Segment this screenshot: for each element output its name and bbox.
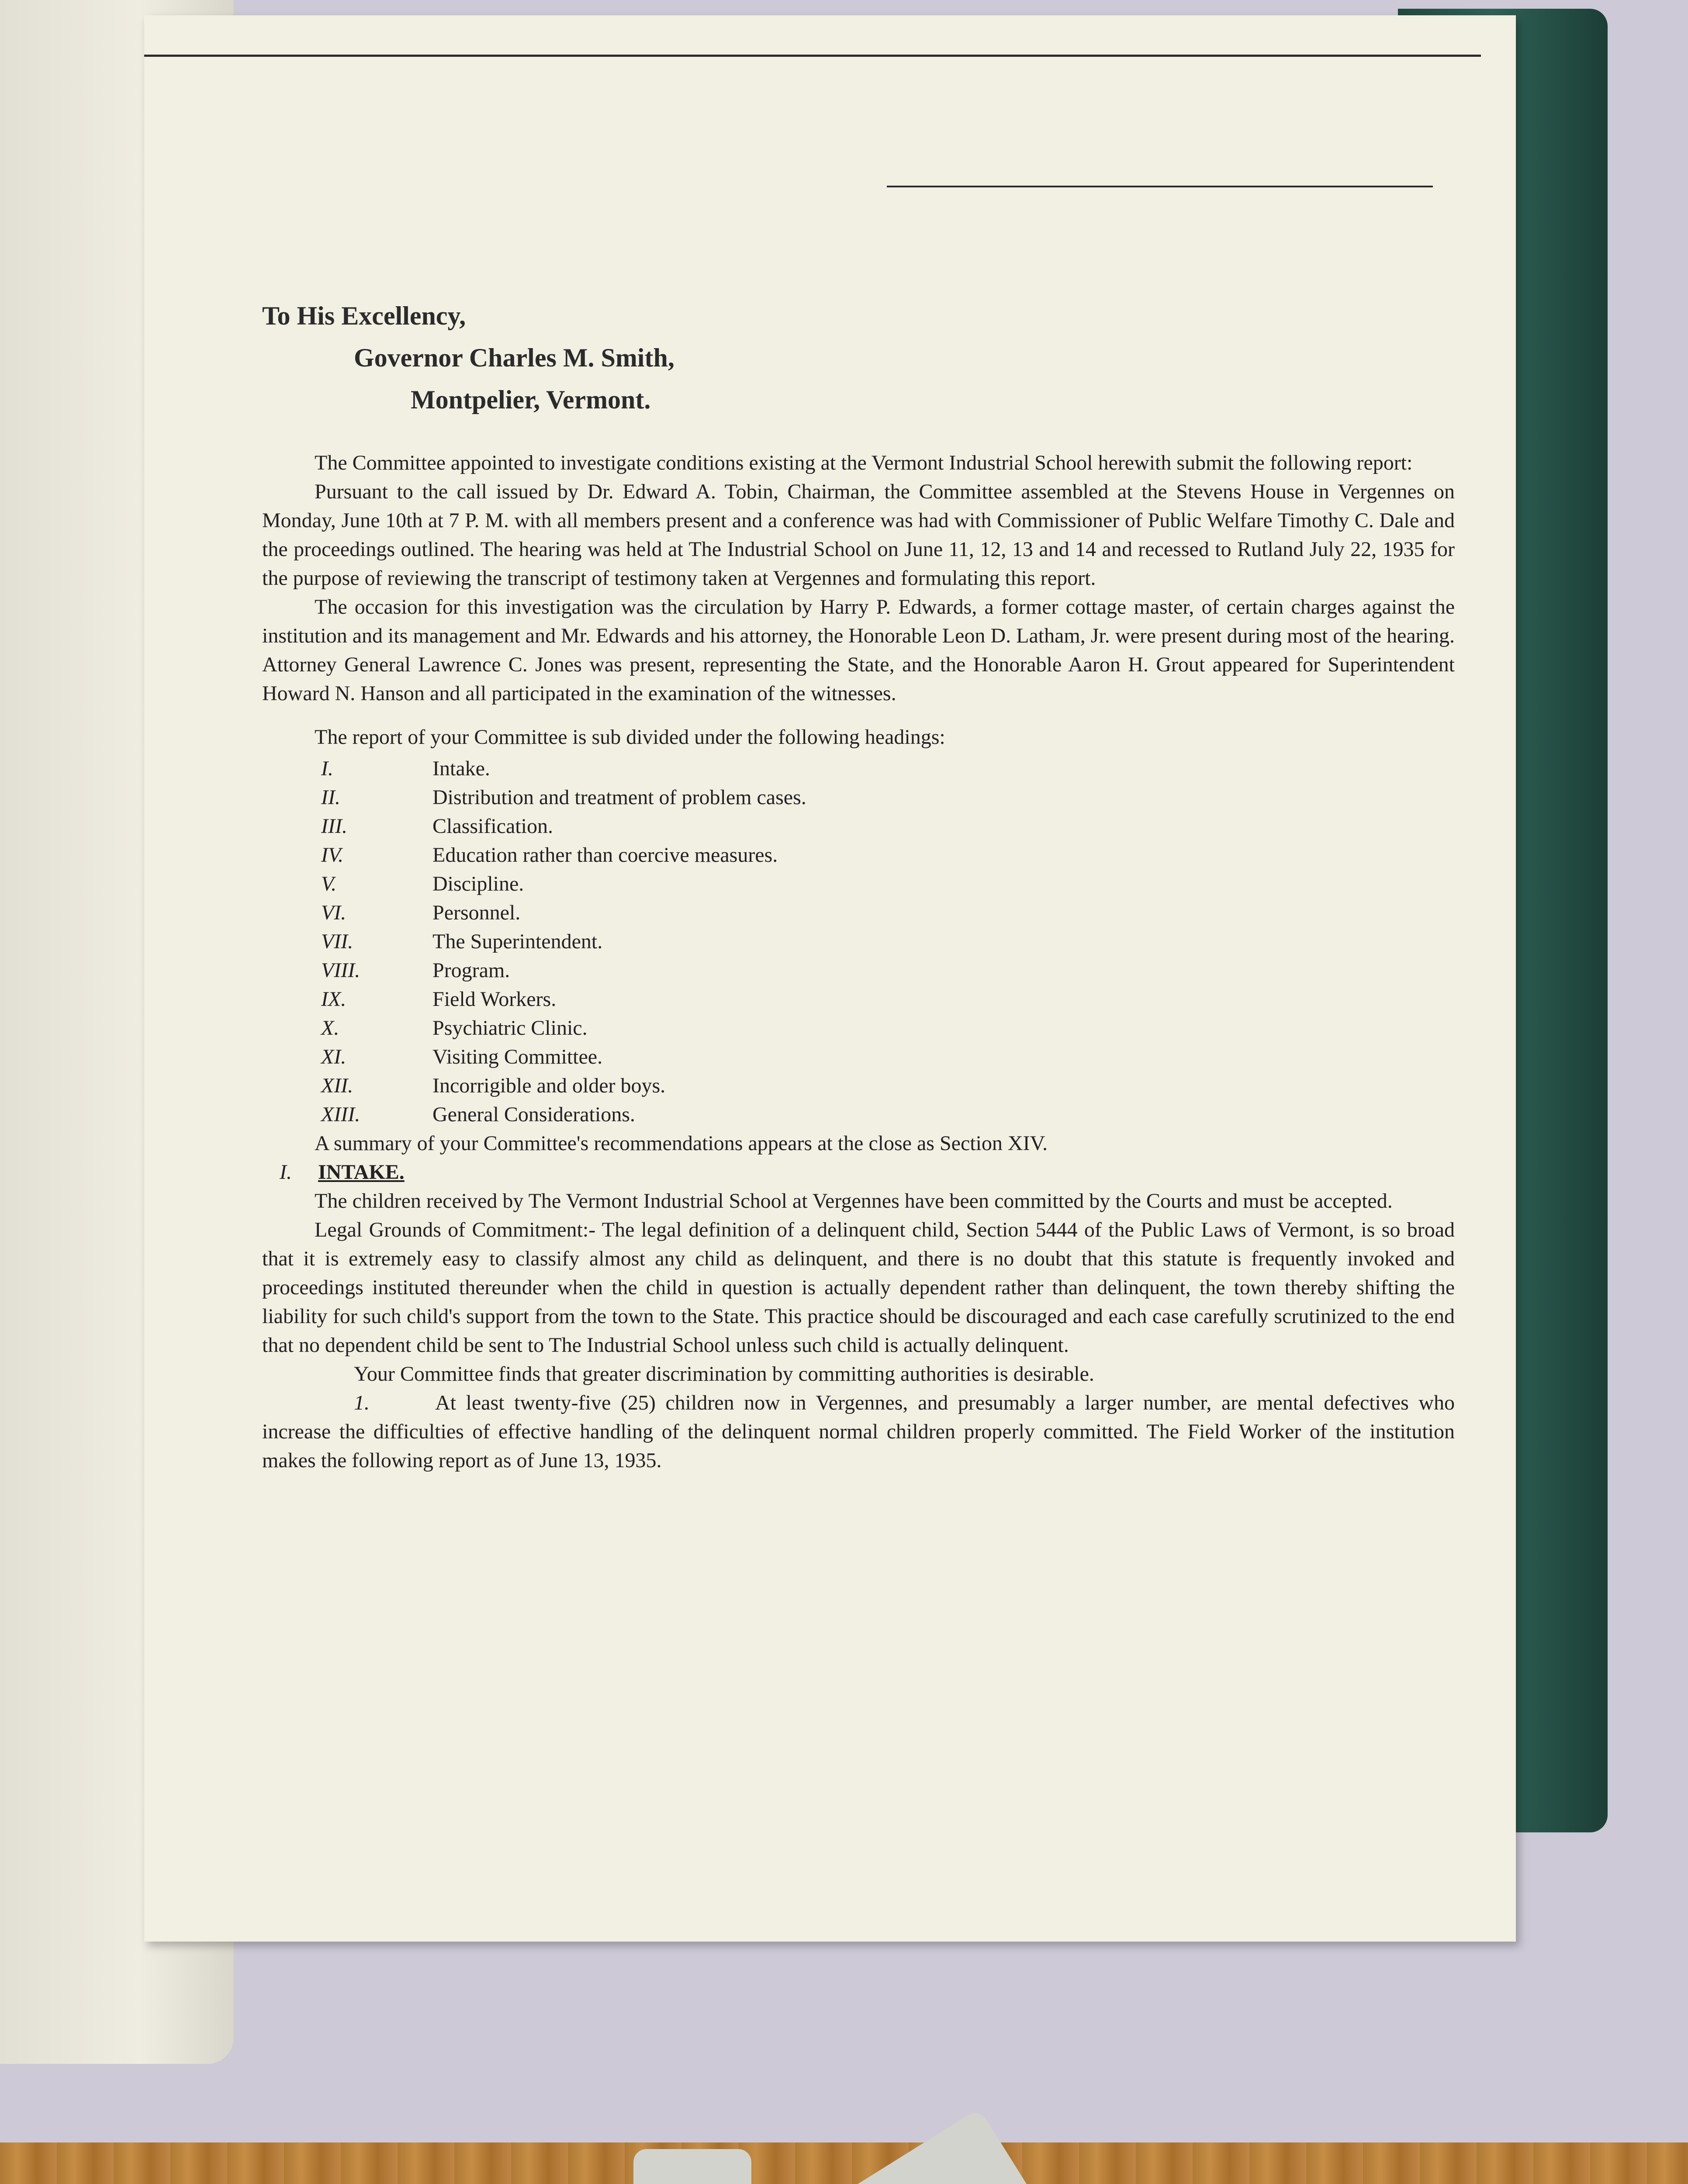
section-heading [280, 1158, 1455, 1187]
heading-label: Program. [432, 959, 510, 982]
heading-label: Education rather than coercive measures. [432, 843, 778, 867]
list-item [262, 870, 1455, 898]
heading-label: General Considerations. [432, 1103, 635, 1126]
heading-label: Classification. [432, 815, 553, 838]
heading-label: Distribution and treatment of problem cases. [432, 786, 806, 809]
spacer [262, 421, 1455, 449]
report-body [262, 295, 1455, 1475]
section-paragraph: The children received by The Vermont Industrial School at Vergennes have been committed by the Courts and must be accepted. [315, 1189, 1393, 1213]
heading-number: VI. [321, 901, 346, 924]
address-line-2: Governor Charles M. Smith, [354, 343, 675, 372]
heading-label: Personnel. [432, 901, 521, 924]
heading-label: Intake. [432, 757, 490, 780]
list-item [262, 1100, 1455, 1129]
heading-number: X. [321, 1016, 339, 1040]
address-line-3: Montpelier, Vermont. [411, 385, 651, 414]
top-rule [144, 55, 1481, 57]
upper-right-rule [887, 186, 1433, 187]
binder-tab-left [633, 2149, 751, 2184]
list-item [262, 841, 1455, 870]
heading-number: VII. [321, 930, 353, 953]
headings-intro: The report of your Committee is sub divided under the following headings: [315, 726, 945, 749]
document-page [144, 15, 1516, 1942]
headings-list [262, 754, 1455, 1129]
heading-number: XIII. [321, 1103, 360, 1126]
heading-number: II. [321, 786, 340, 809]
heading-number: IV. [321, 843, 344, 867]
list-item [262, 1014, 1455, 1043]
section-point [262, 1389, 1455, 1475]
list-item [262, 985, 1455, 1014]
list-item [262, 1043, 1455, 1071]
section-paragraph: Legal Grounds of Commitment:- The legal definition of a delinquent child, Section 5444 of the Public Laws of Vermont, is so broad that it is extremely easy to classify almost any child as delinquent, and there is no doubt that this statute is frequently invoked and proceedings instituted thereunder when the child in question is actually dependent rather than delinquent, the town thereby shifting the liability for such child's support from the town to the State. This practice should be discouraged and each case carefully scrutinized to the end that no dependent child be sent to The Industrial School unless such child is actually delinquent. [262, 1218, 1455, 1357]
address-line-1: To His Excellency, [262, 301, 466, 330]
heading-label: Discipline. [432, 872, 524, 895]
section-title: INTAKE. [318, 1161, 405, 1184]
point-number: 1. [354, 1391, 370, 1414]
list-item [262, 754, 1455, 783]
list-item [262, 783, 1455, 812]
heading-number: III. [321, 815, 347, 838]
heading-label: Field Workers. [432, 988, 557, 1011]
heading-label: Incorrigible and older boys. [432, 1074, 666, 1097]
point-text: At least twenty-five (25) children now in Vergennes, and presumably a larger number, are mental defectives who increase the difficulties of effective handling of the delinquent normal children properly committed. The Field Worker of the institution makes the following report as of June 13, 1935. [262, 1391, 1455, 1472]
section-number: I. [280, 1161, 292, 1184]
intro-paragraph: The Committee appointed to investigate conditions existing at the Vermont Industrial School herewith submit the following report: [315, 451, 1413, 474]
heading-number: XI. [321, 1045, 346, 1068]
intro-paragraph: The occasion for this investigation was the circulation by Harry P. Edwards, a former cottage master, of certain charges against the institution and its management and Mr. Edwards and his attorney, the Honorable Leon D. Latham, Jr. were present during most of the hearing. Attorney General Lawrence C. Jones was present, representing the State, and the Honorable Aaron H. Grout appeared for Superintendent Howard N. Hanson and all participated in the examination of the witnesses. [262, 595, 1455, 705]
list-item [262, 956, 1455, 985]
heading-number: IX. [321, 988, 346, 1011]
intro-paragraph: Pursuant to the call issued by Dr. Edward A. Tobin, Chairman, the Committee assembled at the Stevens House in Vergennes on Monday, June 10th at 7 P. M. with all members present and a conference was had with Commissioner of Public Welfare Timothy C. Dale and the proceedings outlined. The hearing was held at The Industrial School on June 11, 12, 13 and 14 and recessed to Rutland July 22, 1935 for the purpose of reviewing the transcript of testimony taken at Vergennes and formulating this report. [262, 480, 1455, 590]
list-item [262, 1071, 1455, 1100]
heading-label: Psychiatric Clinic. [432, 1016, 588, 1040]
summary-note: A summary of your Committee's recommendations appears at the close as Section XIV. [315, 1132, 1048, 1155]
wooden-table [0, 2143, 1688, 2184]
heading-label: The Superintendent. [432, 930, 603, 953]
heading-number: V. [321, 872, 337, 895]
heading-label: Visiting Committee. [432, 1045, 603, 1068]
list-item [262, 898, 1455, 927]
section-paragraph: Your Committee finds that greater discrimination by committing authorities is desirable. [354, 1362, 1094, 1386]
heading-number: VIII. [321, 959, 360, 982]
heading-number: XII. [321, 1074, 353, 1097]
address-block [262, 295, 1455, 421]
heading-number: I. [321, 757, 333, 780]
list-item [262, 927, 1455, 956]
list-item [262, 812, 1455, 841]
